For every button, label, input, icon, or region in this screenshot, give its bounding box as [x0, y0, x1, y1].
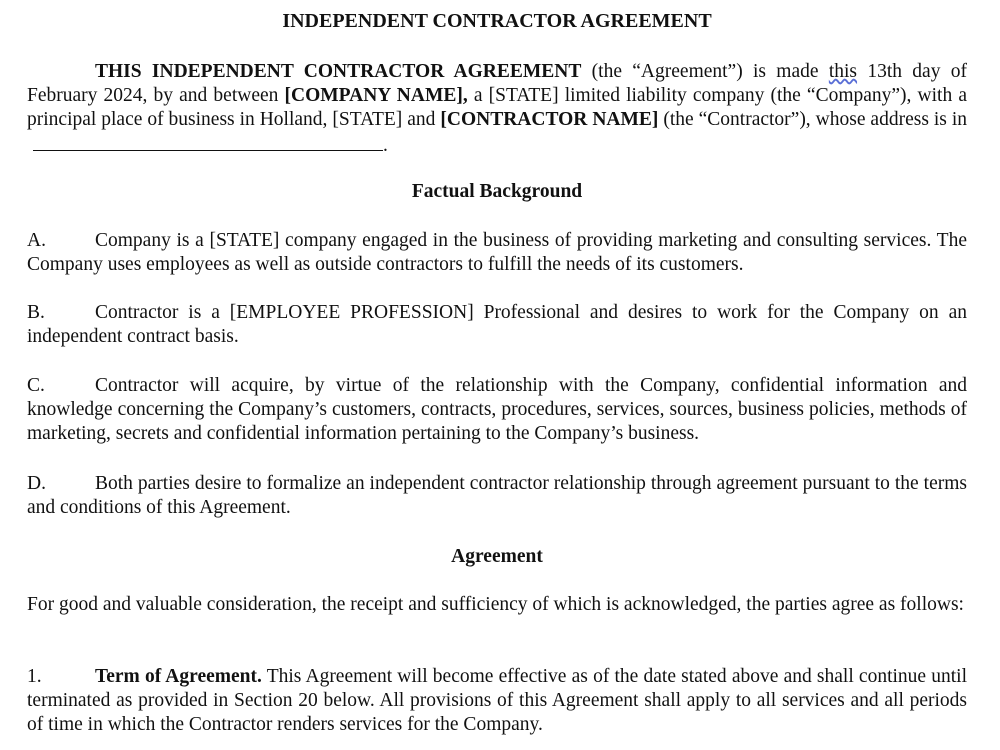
intro-text-1: (the “Agreement”) is made	[581, 61, 829, 82]
agreement-heading: Agreement	[451, 546, 543, 567]
factual-background-heading: Factual Background	[411, 181, 583, 202]
intro-text-4: (the “Contractor”), whose address is in	[658, 109, 967, 130]
intro-paragraph	[27, 60, 967, 158]
spellcheck-flagged-word[interactable]: this	[828, 61, 858, 82]
intro-text-2: 13th day of February 2024, by and between	[27, 61, 967, 106]
consideration-paragraph: For good and valuable consideration, the receipt and sufficiency of which is acknowledged, the parties agree as follows:	[27, 594, 964, 615]
item-marker: A.	[27, 230, 46, 251]
item-text: Contractor is a [EMPLOYEE PROFESSION] Professional and desires to work for the Company on an independent contract basis.	[27, 302, 967, 347]
contractor-name-placeholder: [CONTRACTOR NAME]	[440, 109, 659, 130]
item-text: Company is a [STATE] company engaged in the business of providing marketing and consulting services. The Company uses employees as well as outside contractors to fulfill the needs of its customers.	[27, 230, 967, 275]
factual-item-d	[27, 472, 967, 520]
factual-item-a	[27, 229, 967, 277]
address-blank-line[interactable]	[33, 132, 383, 151]
intro-text-3: a [STATE] limited liability company (the “Company”), with a principal place of business in Holland, [STATE] and	[27, 85, 967, 130]
intro-bold-title: THIS INDEPENDENT CONTRACTOR AGREEMENT	[95, 61, 582, 82]
section-heading: Term of Agreement.	[95, 666, 262, 687]
item-marker: B.	[27, 302, 45, 323]
section-marker: 1.	[27, 666, 42, 687]
section-text: This Agreement will become effective as of the date stated above and shall continue until terminated as provided in Section 20 below. All provisions of this Agreement shall apply to all services and all periods of time in which the Contractor renders services for the Company.	[27, 666, 968, 735]
item-marker: D.	[27, 473, 46, 494]
company-name-placeholder: [COMPANY NAME],	[284, 85, 468, 106]
item-marker: C.	[27, 375, 45, 396]
factual-item-c	[27, 374, 967, 446]
item-text: Both parties desire to formalize an independent contractor relationship through agreement pursuant to the terms and conditions of this Agreement.	[27, 473, 967, 518]
document-title: INDEPENDENT CONTRACTOR AGREEMENT	[282, 10, 712, 32]
item-text: Contractor will acquire, by virtue of the relationship with the Company, confidential information and knowledge concerning the Company’s customers, contracts, procedures, services, sources, business policies, methods of marketing, secrets and confidential information pertaining to the Company’s business.	[27, 375, 967, 444]
section-1-term	[27, 665, 967, 737]
factual-item-b	[27, 301, 967, 349]
intro-end-period: .	[383, 135, 388, 156]
